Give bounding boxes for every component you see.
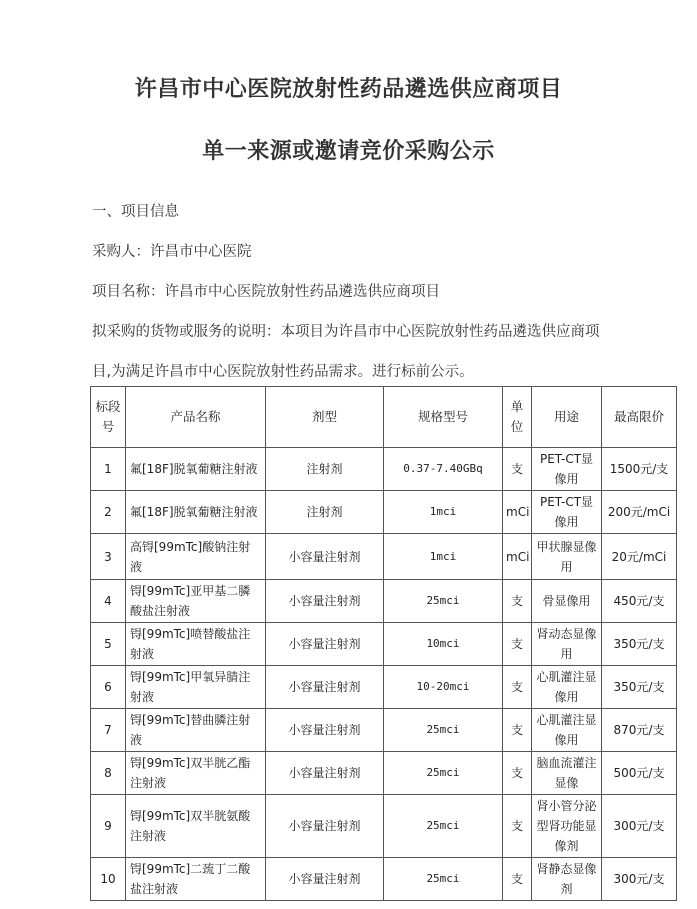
header-form: 剂型 [266,387,384,448]
cell-use: 肾静态显像剂 [532,858,602,901]
cell-price: 200元/mCi [602,491,677,534]
header-price: 最高限价 [602,387,677,448]
header-name: 产品名称 [126,387,266,448]
header-no: 标段号 [91,387,126,448]
description-line-2: 目,为满足许昌市中心医院放射性药品需求。进行标前公示。 [92,364,474,380]
cell-use: 甲状腺显像用 [532,534,602,580]
cell-use: 肾动态显像用 [532,623,602,666]
cell-name: 锝[99mTc]喷替酸盐注射液 [126,623,266,666]
cell-unit: 支 [503,448,532,491]
cell-unit: 支 [503,752,532,795]
cell-name: 锝[99mTc]甲氧异腈注射液 [126,666,266,709]
cell-use: 心肌灌注显像用 [532,666,602,709]
cell-use: PET-CT显像用 [532,491,602,534]
table-row [91,623,677,666]
cell-spec: 25mci [384,580,503,623]
header-use: 用途 [532,387,602,448]
cell-name: 锝[99mTc]替曲膦注射液 [126,709,266,752]
cell-no: 9 [91,795,126,858]
cell-spec: 10-20mci [384,666,503,709]
cell-use: 肾小管分泌型肾功能显像剂 [532,795,602,858]
table-row [91,534,677,580]
table-row [91,448,677,491]
section-heading-project-info: 一、项目信息 [92,204,179,220]
header-spec: 规格型号 [384,387,503,448]
cell-price: 300元/支 [602,795,677,858]
cell-name: 氟[18F]脱氧葡糖注射液 [126,491,266,534]
cell-form: 注射剂 [266,448,384,491]
page-subtitle: 单一来源或邀请竞价采购公示 [202,139,495,164]
cell-name: 锝[99mTc]双半胱氨酸注射液 [126,795,266,858]
cell-no: 6 [91,666,126,709]
cell-spec: 1mci [384,491,503,534]
cell-no: 10 [91,858,126,901]
cell-unit: 支 [503,709,532,752]
cell-price: 350元/支 [602,623,677,666]
cell-unit: 支 [503,580,532,623]
cell-no: 7 [91,709,126,752]
cell-name: 锝[99mTc]亚甲基二膦酸盐注射液 [126,580,266,623]
cell-use: 心肌灌注显像用 [532,709,602,752]
cell-no: 2 [91,491,126,534]
cell-form: 注射剂 [266,491,384,534]
cell-price: 1500元/支 [602,448,677,491]
cell-form: 小容量注射剂 [266,795,384,858]
cell-form: 小容量注射剂 [266,534,384,580]
cell-form: 小容量注射剂 [266,752,384,795]
cell-spec: 25mci [384,752,503,795]
project-name-line: 项目名称：许昌市中心医院放射性药品遴选供应商项目 [92,284,440,300]
cell-name: 高锝[99mTc]酸钠注射液 [126,534,266,580]
cell-no: 1 [91,448,126,491]
table-row [91,709,677,752]
cell-no: 4 [91,580,126,623]
table-row [91,666,677,709]
cell-no: 5 [91,623,126,666]
cell-unit: 支 [503,666,532,709]
cell-price: 450元/支 [602,580,677,623]
cell-no: 8 [91,752,126,795]
cell-name: 锝[99mTc]双半胱乙酯注射液 [126,752,266,795]
cell-spec: 25mci [384,795,503,858]
cell-unit: mCi [503,491,532,534]
cell-form: 小容量注射剂 [266,709,384,752]
cell-unit: 支 [503,623,532,666]
table-row [91,491,677,534]
cell-spec: 10mci [384,623,503,666]
cell-price: 20元/mCi [602,534,677,580]
table-row [91,580,677,623]
table-row [91,795,677,858]
cell-spec: 25mci [384,858,503,901]
cell-use: 脑血流灌注显像 [532,752,602,795]
cell-no: 3 [91,534,126,580]
cell-name: 锝[99mTc]二巯丁二酸盐注射液 [126,858,266,901]
cell-unit: mCi [503,534,532,580]
cell-form: 小容量注射剂 [266,580,384,623]
cell-form: 小容量注射剂 [266,623,384,666]
cell-price: 500元/支 [602,752,677,795]
table-row [91,858,677,901]
products-table [90,386,677,901]
description-line-1: 拟采购的货物或服务的说明：本项目为许昌市中心医院放射性药品遴选供应商项 [92,324,600,340]
page-title: 许昌市中心医院放射性药品遴选供应商项目 [134,77,563,102]
cell-form: 小容量注射剂 [266,666,384,709]
cell-use: 骨显像用 [532,580,602,623]
purchaser-line: 采购人：许昌市中心医院 [92,244,252,260]
cell-unit: 支 [503,795,532,858]
table-header-row [91,387,677,448]
cell-price: 870元/支 [602,709,677,752]
cell-price: 300元/支 [602,858,677,901]
cell-unit: 支 [503,858,532,901]
cell-name: 氟[18F]脱氧葡糖注射液 [126,448,266,491]
header-unit: 单位 [503,387,532,448]
cell-use: PET-CT显像用 [532,448,602,491]
cell-form: 小容量注射剂 [266,858,384,901]
cell-spec: 0.37-7.40GBq [384,448,503,491]
cell-spec: 1mci [384,534,503,580]
cell-price: 350元/支 [602,666,677,709]
table-row [91,752,677,795]
cell-spec: 25mci [384,709,503,752]
